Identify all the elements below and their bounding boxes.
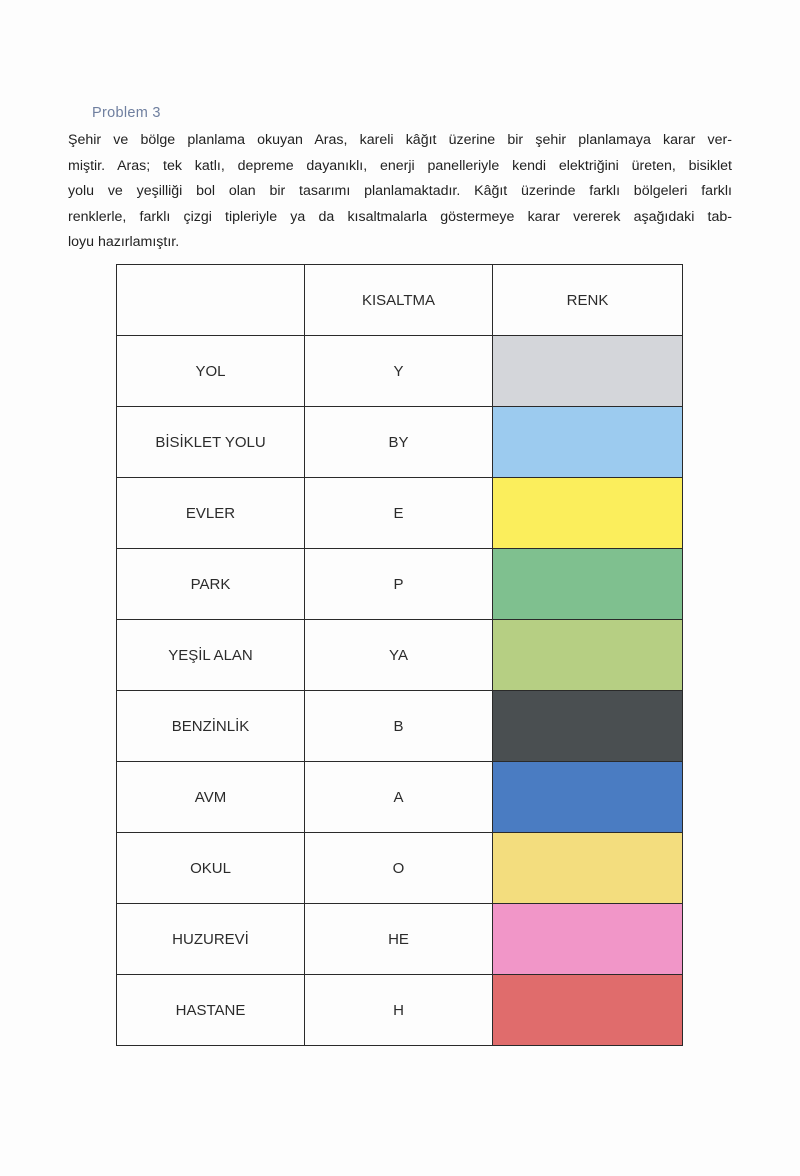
color-swatch — [493, 620, 682, 690]
zone-abbreviation: Y — [305, 336, 493, 407]
zone-name: HASTANE — [117, 975, 305, 1046]
table-row — [117, 620, 683, 691]
table-row — [117, 691, 683, 762]
zone-name: YEŞİL ALAN — [117, 620, 305, 691]
zone-color-cell — [493, 904, 683, 975]
zone-abbreviation: O — [305, 833, 493, 904]
legend-table — [116, 264, 683, 1046]
table-row — [117, 762, 683, 833]
paragraph-line: yolu ve yeşilliği bol olan bir tasarımı planlamaktadır. Kâğıt üzerinde farklı bölgeleri farklı — [68, 183, 732, 199]
zone-color-cell — [493, 620, 683, 691]
zone-name: BİSİKLET YOLU — [117, 407, 305, 478]
table-row — [117, 478, 683, 549]
table-row — [117, 549, 683, 620]
table-row — [117, 336, 683, 407]
zone-name: YOL — [117, 336, 305, 407]
zone-abbreviation: BY — [305, 407, 493, 478]
zone-abbreviation: H — [305, 975, 493, 1046]
zone-abbreviation: P — [305, 549, 493, 620]
zone-name: PARK — [117, 549, 305, 620]
color-swatch — [493, 762, 682, 832]
zone-name: BENZİNLİK — [117, 691, 305, 762]
color-swatch — [493, 407, 682, 477]
color-swatch — [493, 336, 682, 406]
zone-color-cell — [493, 549, 683, 620]
color-swatch — [493, 478, 682, 548]
zone-color-cell — [493, 833, 683, 904]
zone-color-cell — [493, 407, 683, 478]
table-row — [117, 407, 683, 478]
paragraph-line: miştir. Aras; tek katlı, depreme dayanıklı, enerji panelleriyle kendi elektriğini üreten, bisiklet — [68, 157, 732, 174]
zone-abbreviation: YA — [305, 620, 493, 691]
zone-color-cell — [493, 336, 683, 407]
problem-paragraph — [68, 128, 732, 256]
paragraph-line: Şehir ve bölge planlama okuyan Aras, kareli kâğıt üzerine bir şehir planlamaya karar ver- — [68, 132, 732, 148]
problem-title: Problem 3 — [92, 105, 161, 121]
table-row — [117, 975, 683, 1046]
header-color: RENK — [493, 265, 683, 336]
zone-name: OKUL — [117, 833, 305, 904]
zone-abbreviation: A — [305, 762, 493, 833]
color-swatch — [493, 691, 682, 761]
zone-name: AVM — [117, 762, 305, 833]
zone-abbreviation: E — [305, 478, 493, 549]
zone-abbreviation: B — [305, 691, 493, 762]
zone-color-cell — [493, 478, 683, 549]
zone-color-cell — [493, 762, 683, 833]
zone-color-cell — [493, 691, 683, 762]
table-header-row — [117, 265, 683, 336]
zone-color-cell — [493, 975, 683, 1046]
paragraph-line: renklerle, farklı çizgi tipleriyle ya da kısaltmalarla göstermeye karar vererek aşağıdaki tab- — [68, 208, 732, 225]
table-row — [117, 904, 683, 975]
color-swatch — [493, 975, 682, 1045]
header-abbreviation: KISALTMA — [305, 265, 493, 336]
table-row — [117, 833, 683, 904]
zone-name: EVLER — [117, 478, 305, 549]
color-swatch — [493, 833, 682, 903]
zone-name: HUZUREVİ — [117, 904, 305, 975]
paragraph-line: loyu hazırlamıştır. — [68, 234, 180, 250]
zone-abbreviation: HE — [305, 904, 493, 975]
header-empty-cell — [117, 265, 305, 336]
color-swatch — [493, 904, 682, 974]
color-swatch — [493, 549, 682, 619]
